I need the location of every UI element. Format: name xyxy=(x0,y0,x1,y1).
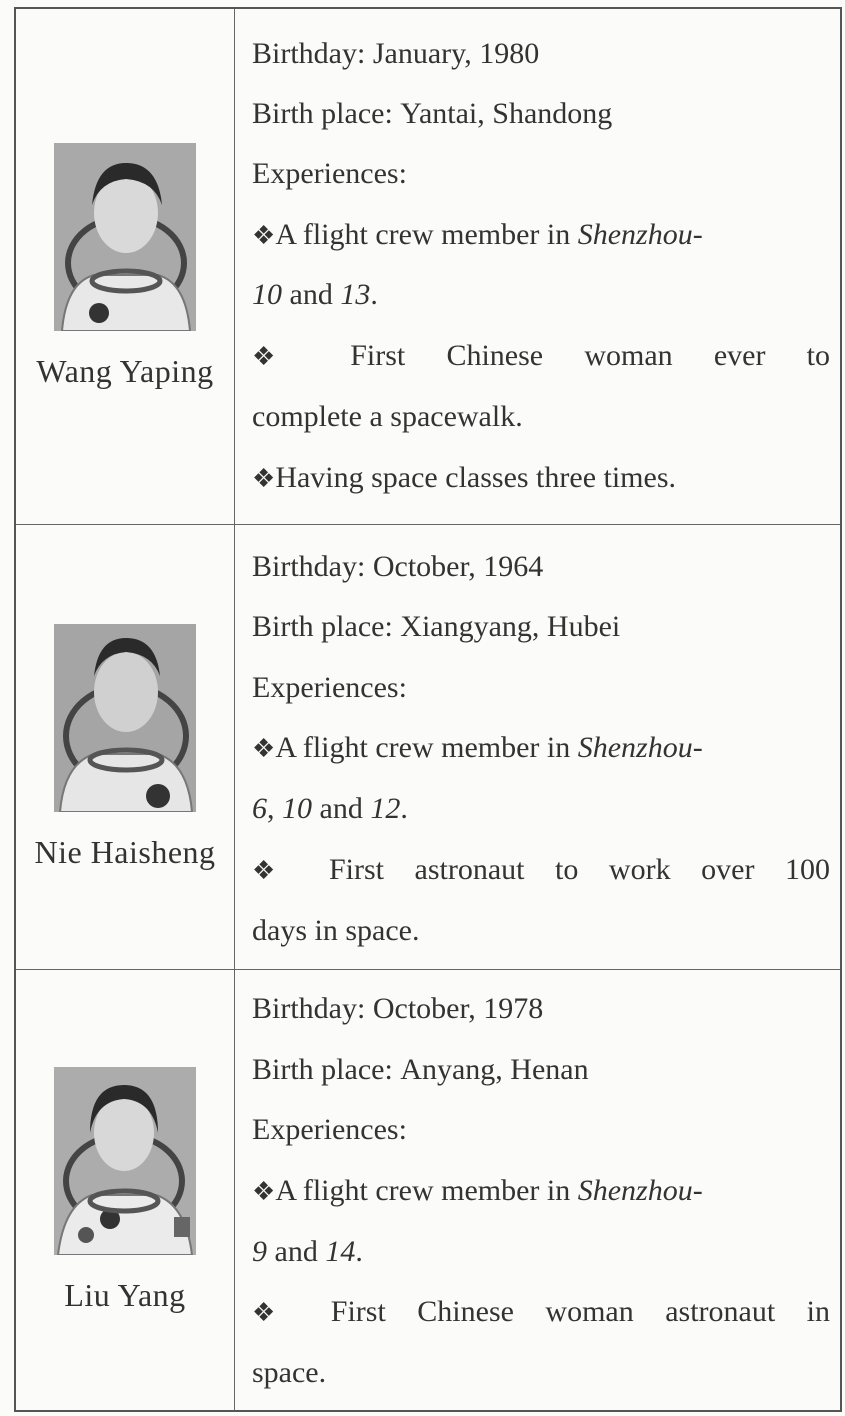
colon: : xyxy=(357,992,366,1025)
experiences-label: Experiences xyxy=(252,1113,399,1146)
birthday-line xyxy=(252,992,830,1026)
period: . xyxy=(370,278,378,311)
experience-text: and xyxy=(267,1235,326,1268)
experience-item-cont xyxy=(252,914,830,948)
experience-text: complete a spacewalk. xyxy=(252,400,523,433)
experience-text: days in space. xyxy=(252,914,420,947)
birthplace-line xyxy=(252,610,830,644)
experience-item xyxy=(252,339,830,373)
period: . xyxy=(400,792,408,825)
table-row xyxy=(16,9,840,524)
experience-item-cont xyxy=(252,1235,830,1269)
mission-number: 10 xyxy=(252,278,282,311)
mission-number: 13 xyxy=(340,278,371,311)
experience-item xyxy=(252,461,830,495)
bullet-icon: ❖ xyxy=(252,856,299,885)
name-cell xyxy=(16,970,235,1410)
colon: : xyxy=(357,550,366,583)
experience-item xyxy=(252,1295,830,1329)
colon: : xyxy=(384,610,393,643)
experience-text: and xyxy=(282,278,341,311)
birthday-line xyxy=(252,550,830,584)
colon: : xyxy=(398,157,407,190)
experiences-label: Experiences xyxy=(252,157,399,190)
birthplace-line xyxy=(252,1053,830,1087)
experience-item-cont xyxy=(252,400,830,434)
experiences-line xyxy=(252,671,830,705)
birthplace-label: Birth place xyxy=(252,610,385,643)
experiences-line xyxy=(252,157,830,191)
bullet-icon: ❖ xyxy=(252,1177,276,1206)
table-row xyxy=(16,524,840,969)
experience-item xyxy=(252,853,830,887)
birthday-label: Birthday xyxy=(252,37,357,70)
experiences-label: Experiences xyxy=(252,671,399,704)
birthday-line xyxy=(252,37,830,71)
astronaut-table xyxy=(14,7,842,1412)
experiences-line xyxy=(252,1113,830,1147)
experience-text: First astronaut to work over 100 xyxy=(328,853,831,886)
birthday-label: Birthday xyxy=(252,550,357,583)
colon: : xyxy=(357,37,366,70)
bullet-icon: ❖ xyxy=(252,221,276,250)
experience-text: space. xyxy=(252,1356,327,1389)
table-row xyxy=(16,969,840,1410)
astronaut-photo xyxy=(54,624,196,812)
colon: : xyxy=(398,671,407,704)
mission-name: Shenzhou- xyxy=(577,731,703,764)
experience-item xyxy=(252,1174,830,1208)
bullet-icon: ❖ xyxy=(252,1298,300,1327)
experience-item xyxy=(252,731,830,765)
mission-name: Shenzhou- xyxy=(577,1174,703,1207)
colon: : xyxy=(398,1113,407,1146)
period: . xyxy=(355,1235,363,1268)
experience-item-cont xyxy=(252,1356,830,1390)
mission-number: 14 xyxy=(325,1235,356,1268)
mission-number: 6 xyxy=(252,792,267,825)
experience-text: and xyxy=(312,792,371,825)
birthday-value: January, 1980 xyxy=(372,37,540,70)
birthplace-label: Birth place xyxy=(252,1053,385,1086)
birthday-value: October, 1978 xyxy=(372,992,544,1025)
experience-text: First Chinese woman astronaut in xyxy=(330,1295,830,1328)
birthplace-value: Anyang, Henan xyxy=(400,1053,589,1086)
experience-text: A flight crew member in xyxy=(275,218,578,251)
mission-number: 9 xyxy=(252,1235,267,1268)
mission-number: 12 xyxy=(370,792,401,825)
astronaut-name: Nie Haisheng xyxy=(34,833,216,870)
experience-text: A flight crew member in xyxy=(275,1174,578,1207)
birthplace-line xyxy=(252,97,830,131)
astronaut-photo xyxy=(54,143,196,331)
separator: , xyxy=(267,792,282,825)
birthday-label: Birthday xyxy=(252,992,357,1025)
experience-item xyxy=(252,218,830,252)
bullet-icon: ❖ xyxy=(252,464,276,493)
name-cell xyxy=(16,9,235,524)
birthplace-label: Birth place xyxy=(252,97,385,130)
astronaut-name: Wang Yaping xyxy=(36,353,214,389)
experience-item-cont xyxy=(252,278,830,312)
colon: : xyxy=(384,1053,393,1086)
experience-text: First Chinese woman ever to xyxy=(350,339,830,372)
experience-text: Having space classes three times. xyxy=(275,461,677,494)
bullet-icon: ❖ xyxy=(252,342,310,371)
colon: : xyxy=(384,97,393,130)
bullet-icon: ❖ xyxy=(252,734,276,763)
mission-number: 10 xyxy=(282,792,312,825)
experience-item-cont xyxy=(252,792,830,826)
astronaut-photo xyxy=(54,1067,196,1255)
birthplace-value: Xiangyang, Hubei xyxy=(400,610,621,643)
birthday-value: October, 1964 xyxy=(372,550,544,583)
astronaut-name: Liu Yang xyxy=(64,1276,186,1313)
name-cell xyxy=(16,525,235,969)
birthplace-value: Yantai, Shandong xyxy=(400,97,613,130)
mission-name: Shenzhou- xyxy=(577,218,703,251)
experience-text: A flight crew member in xyxy=(275,731,578,764)
